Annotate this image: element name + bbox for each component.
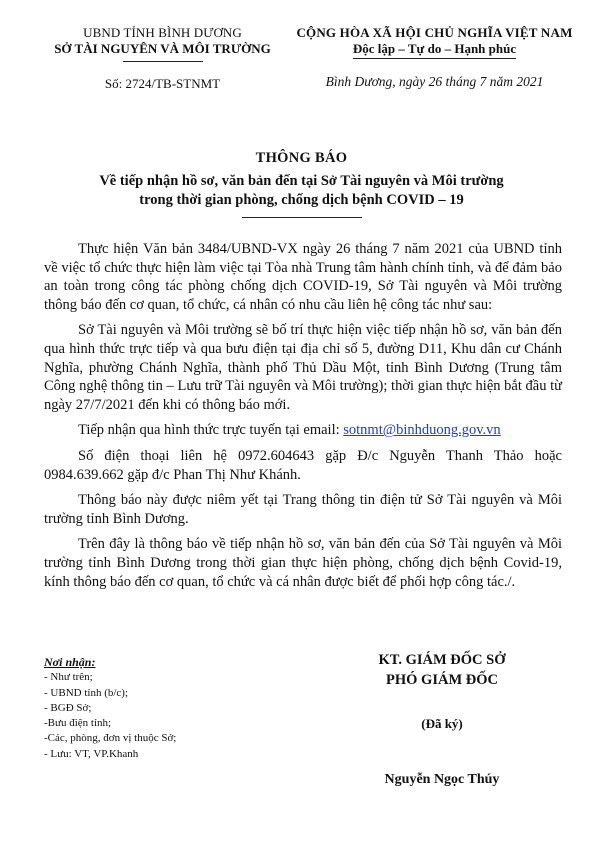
issue-date: Bình Dương, ngày 26 tháng 7 năm 2021 bbox=[325, 74, 544, 89]
national-motto: Độc lập – Tự do – Hạnh phúc bbox=[353, 41, 516, 59]
recipients-list bbox=[44, 655, 264, 762]
issuer-underline bbox=[123, 61, 203, 62]
body-paragraph-2: Sở Tài nguyên và Môi trường sẽ bố trí thực hiện việc tiếp nhận hồ sơ, văn bản đến qua hình thức trực tiếp và qua bưu điện tại địa chỉ số 5, đường D11, Khu dân cư Chánh Nghĩa, phường Chánh Nghĩa, thành phố Thủ Dầu Một, tỉnh Bình Dương (Trung tâm Công nghệ thông tin – Lưu trữ Tài nguyên và Môi trường); thời gian thực hiện bắt đầu từ ngày 27/7/2021 đến khi có thông báo mới. bbox=[44, 322, 562, 413]
signer-name: Nguyễn Ngọc Thúy bbox=[384, 772, 500, 787]
recipient-item: - UBND tỉnh (b/c); bbox=[44, 686, 129, 699]
recipients-heading: Nơi nhận: bbox=[44, 655, 96, 669]
body-paragraph-1: Thực hiện Văn bản 3484/UBND-VX ngày 26 tháng 7 năm 2021 của UBND tỉnh về việc tổ chức thực hiện làm việc tại Tòa nhà Trung tâm hành chính tỉnh, và để đảm bảo an toàn trong công tác phòng chống dịch COVID-19, Sở Tài nguyên và Môi trường thông báo đến cơ quan, tổ chức, cá nhân có nhu cầu liên hệ công tác như sau: bbox=[44, 241, 562, 313]
recipient-item: -Bưu điện tỉnh; bbox=[44, 717, 112, 730]
issuer-org: UBND TỈNH BÌNH DƯƠNG bbox=[83, 25, 242, 40]
nation-name: CỘNG HÒA XÃ HỘI CHỦ NGHĨA VIỆT NAM bbox=[296, 25, 573, 40]
signature-block bbox=[322, 650, 562, 787]
signer-position-1: KT. GIÁM ĐỐC SỞ bbox=[378, 652, 506, 668]
body-paragraph-6: Trên đây là thông báo về tiếp nhận hồ sơ, văn bản đến của Sở Tài nguyên và Môi trường tỉnh Bình Dương trong thời gian thực hiện phòng, chống dịch bệnh Covid-19, kính thông báo đến cơ quan, tổ chức và cá nhân được biết để phối hợp công tác./. bbox=[44, 536, 562, 590]
document-subtitle bbox=[80, 172, 523, 218]
issuer-block bbox=[40, 25, 285, 92]
recipient-item: - Lưu: VT, VP.Khanh bbox=[44, 747, 139, 760]
document-number: Số: 2724/TB-STNMT bbox=[104, 76, 221, 91]
national-heading bbox=[282, 25, 587, 90]
subtitle-line-1: Về tiếp nhận hồ sơ, văn bản đến tại Sở Tài nguyên và Môi trường bbox=[99, 173, 504, 189]
document-body bbox=[44, 240, 562, 598]
signer-position-2: PHÓ GIÁM ĐỐC bbox=[386, 672, 498, 688]
body-paragraph-3 bbox=[44, 421, 562, 440]
body-paragraph-4: Số điện thoại liên hệ 0972.604643 gặp Đ/c Nguyễn Thanh Thảo hoặc 0984.639.662 gặp đ/c Phan Thị Như Khánh. bbox=[44, 447, 562, 483]
online-intake-text: Tiếp nhận qua hình thức trực tuyến tại email: bbox=[78, 422, 344, 439]
recipient-item: -Các, phòng, đơn vị thuộc Sở; bbox=[44, 732, 177, 745]
subtitle-underline bbox=[242, 217, 362, 218]
issuer-department: SỞ TÀI NGUYÊN VÀ MÔI TRƯỜNG bbox=[54, 41, 271, 56]
document-title: THÔNG BÁO bbox=[255, 150, 348, 166]
subtitle-line-2: trong thời gian phòng, chống dịch bệnh COVID – 19 bbox=[139, 192, 464, 208]
body-paragraph-5: Thông báo này được niêm yết tại Trang thông tin điện tử Sở Tài nguyên và Môi trường tỉnh Bình Dương. bbox=[44, 492, 562, 527]
recipient-item: - BGĐ Sở; bbox=[44, 701, 92, 714]
recipient-item: - Như trên; bbox=[44, 671, 93, 684]
email-link[interactable]: sotnmt@binhduong.gov.vn bbox=[343, 422, 501, 439]
signed-note: (Đã ký) bbox=[421, 716, 463, 731]
